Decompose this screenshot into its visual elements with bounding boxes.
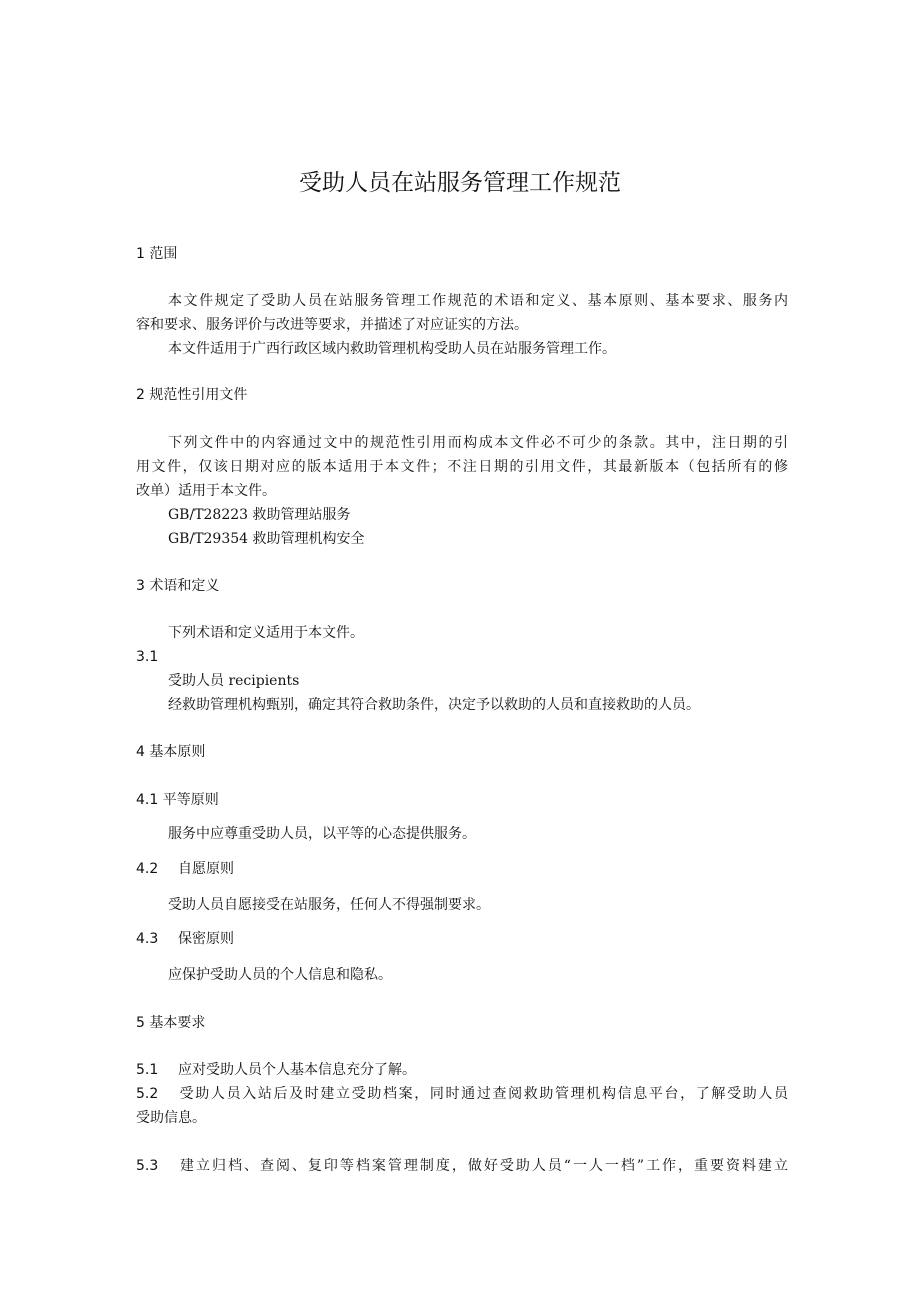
clause-4-2-number: 4.2: [136, 861, 159, 877]
document-title: 受助人员在站服务管理工作规范: [299, 170, 621, 196]
clause-5-2-text-line-1: 受助人员入站后及时建立受助档案，同时通过查阅救助管理机构信息平台，了解受助人员: [178, 1086, 788, 1102]
section-4-heading: 4 基本原则: [136, 744, 206, 760]
clause-4-3-number: 4.3: [136, 931, 159, 947]
clause-5-2-line-1: [136, 1083, 788, 1105]
section-1-paragraph-1-line-2: 容和要求、服务评价与改进等要求，并描述了对应证实的方法。: [136, 317, 528, 333]
section-2-paragraph-line-2: 用文件，仅该日期对应的版本适用于本文件；不注日期的引用文件，其最新版本（包括所有的修: [136, 459, 788, 475]
section-1-heading: 1 范围: [136, 246, 178, 262]
section-1-paragraph-1-line-1: 本文件规定了受助人员在站服务管理工作规范的术语和定义、基本原则、基本要求、服务内: [168, 293, 788, 309]
section-3-heading: 3 术语和定义: [136, 578, 220, 594]
section-3-intro: 下列术语和定义适用于本文件。: [168, 625, 364, 641]
section-2-paragraph-line-3: 改单）适用于本文件。: [136, 483, 276, 499]
clause-5-1-number: 5.1: [136, 1062, 159, 1078]
clause-5-2-line-2: 受助信息。: [136, 1110, 206, 1126]
normative-reference-2: GB/T29354 救助管理机构安全: [168, 531, 365, 547]
clause-4-3-text: 应保护受助人员的个人信息和隐私。: [168, 967, 392, 983]
section-1-paragraph-2: 本文件适用于广西行政区域内救助管理机构受助人员在站服务管理工作。: [168, 341, 616, 357]
clause-4-1-text: 服务中应尊重受助人员，以平等的心态提供服务。: [168, 826, 476, 842]
clause-5-1-text: 应对受助人员个人基本信息充分了解。: [178, 1062, 416, 1078]
section-5-heading: 5 基本要求: [136, 1015, 206, 1031]
clause-5-2-number: 5.2: [136, 1086, 159, 1102]
term-3-1-definition: 经救助管理机构甄别，确定其符合救助条件，决定予以救助的人员和直接救助的人员。: [168, 697, 700, 713]
clause-4-3-heading: [136, 928, 788, 950]
clause-5-3-number: 5.3: [136, 1158, 159, 1174]
term-3-1-number: 3.1: [136, 649, 159, 665]
clause-4-2-title: 自愿原则: [178, 861, 234, 877]
clause-5-3-text-line-1: 建立归档、查阅、复印等档案管理制度，做好受助人员“一人一档”工作，重要资料建立: [178, 1158, 788, 1174]
section-2-paragraph-line-1: 下列文件中的内容通过文中的规范性引用而构成本文件必不可少的条款。其中，注日期的引: [168, 435, 788, 451]
clause-4-2-text: 受助人员自愿接受在站服务，任何人不得强制要求。: [168, 897, 490, 913]
clause-5-1: [136, 1059, 788, 1081]
term-3-1-name: 受助人员 recipients: [168, 673, 300, 689]
section-2-heading: 2 规范性引用文件: [136, 387, 248, 403]
clause-4-3-title: 保密原则: [178, 931, 234, 947]
clause-4-2-heading: [136, 858, 788, 880]
clause-4-1-heading: 4.1 平等原则: [136, 792, 219, 808]
clause-5-3-line-1: [136, 1155, 788, 1177]
normative-reference-1: GB/T28223 救助管理站服务: [168, 507, 351, 523]
